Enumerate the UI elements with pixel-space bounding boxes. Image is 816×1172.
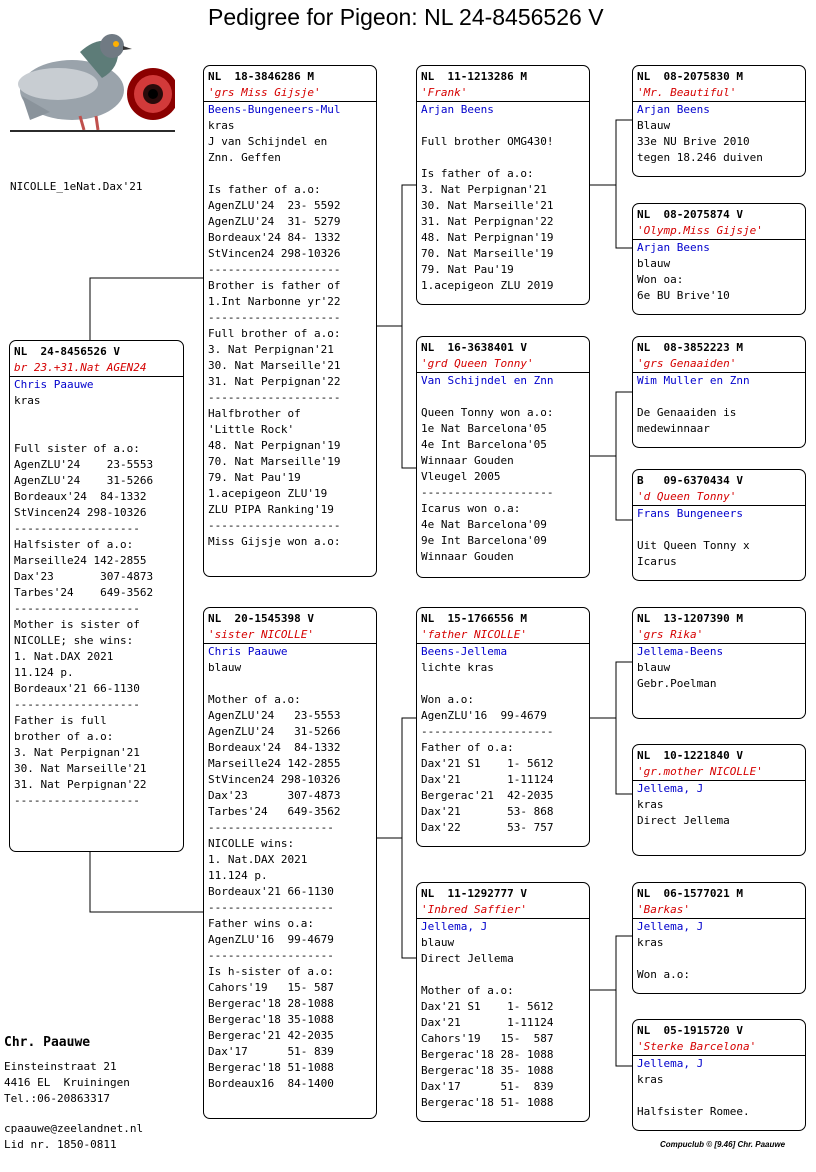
card-text-line: 33e NU Brive 2010	[637, 135, 750, 148]
card-text-line: Bordeaux'21 66-1130	[208, 885, 334, 898]
card-text-line: Dax'22 53- 757	[421, 821, 554, 834]
ring-number: NL 10-1221840 V	[637, 749, 743, 762]
card-text-line: 31. Nat Perpignan'22	[421, 215, 554, 228]
ring-number: NL 16-3638401 V	[421, 341, 527, 354]
card-text-line: AgenZLU'24 31- 5279	[208, 215, 341, 228]
nickname: 'Olymp.Miss Gijsje'	[637, 224, 763, 237]
card-text-line: -------------------	[14, 698, 140, 711]
card-text-line: AgenZLU'24 23-5553	[208, 709, 341, 722]
card-text-line: Bergerac'18 51-1088	[208, 1061, 334, 1074]
card-text-line: Miss Gijsje won a.o:	[208, 535, 341, 548]
ring-number: NL 13-1207390 M	[637, 612, 743, 625]
card-text-line: blauw	[637, 257, 671, 270]
great-grandparent-card-mmm[interactable]	[632, 1019, 806, 1131]
card-text-line: Dax'23 307-4873	[208, 789, 341, 802]
great-grandparent-card-fff[interactable]	[632, 65, 806, 177]
card-text-line: Bordeaux'24 84-1332	[14, 490, 147, 503]
card-text-line: Full sister of a.o:	[14, 442, 140, 455]
card-text-line: Winnaar Gouden	[421, 454, 514, 467]
card-text-line: Bergerac'21 42-2035	[421, 789, 554, 802]
card-text-line: Dax'21 1-11124	[421, 1016, 554, 1029]
card-text-line: Father wins o.a:	[208, 917, 314, 930]
card-text-line	[421, 676, 585, 692]
breeder-member-number: Lid nr. 1850-0811	[4, 1138, 117, 1151]
nickname: 'Mr. Beautiful'	[637, 86, 737, 99]
great-grandparent-card-mfm[interactable]	[632, 744, 806, 856]
breeder-email[interactable]: cpaauwe@zeelandnet.nl	[4, 1122, 144, 1135]
card-text-line: --------------------	[208, 519, 341, 532]
nickname: 'grs Genaaiden'	[637, 357, 737, 370]
card-text-line: Brother is father of	[208, 279, 341, 292]
card-text-line: 1.acepigeon ZLU 2019	[421, 279, 554, 292]
pigeon-file-name: NICOLLE_1eNat.Dax'21	[10, 180, 143, 193]
card-text-line: Icarus	[637, 555, 677, 568]
card-text-line	[208, 676, 372, 692]
ring-number: NL 08-2075874 V	[637, 208, 743, 221]
card-text-line: Gebr.Poelman	[637, 677, 717, 690]
ring-number: NL 18-3846286 M	[208, 70, 314, 83]
card-text-line: 48. Nat Perpignan'19	[208, 439, 341, 452]
card-text-line: --------------------	[421, 486, 554, 499]
nickname: 'd Queen Tonny'	[637, 490, 737, 503]
card-text-line: Dax'17 51- 839	[208, 1045, 334, 1058]
great-grandparent-card-fmf[interactable]	[632, 336, 806, 448]
card-text-line	[421, 389, 585, 405]
breeder-info	[4, 1035, 143, 1153]
card-text-line: 3. Nat Perpignan'21	[208, 343, 334, 356]
card-text-line: Bergerac'18 28- 1088	[421, 1048, 554, 1061]
ring-number: B 09-6370434 V	[637, 474, 743, 487]
great-grandparent-card-fmm[interactable]	[632, 469, 806, 581]
card-text-line: Queen Tonny won a.o:	[421, 406, 554, 419]
ring-number: NL 15-1766556 M	[421, 612, 527, 625]
maternal-grandfather-card[interactable]	[416, 607, 590, 847]
card-text-line: J van Schijndel en	[208, 135, 328, 148]
card-text-line: Icarus won o.a:	[421, 502, 521, 515]
card-text-line	[637, 951, 801, 967]
owner-name: Chris Paauwe	[14, 378, 94, 391]
card-text-line: Marseille24 142-2855	[14, 554, 147, 567]
owner-name: Frans Bungeneers	[637, 507, 743, 520]
owner-name: Beens-Bungeneers-Mul	[208, 103, 341, 116]
breeder-name: Chr. Paauwe	[4, 1035, 91, 1050]
card-text-line: blauw	[637, 661, 671, 674]
card-text-line: Bergerac'18 51- 1088	[421, 1096, 554, 1109]
card-text-line: --------------------	[208, 311, 341, 324]
ring-number: NL 08-2075830 M	[637, 70, 743, 83]
card-text-line: --------------------	[421, 725, 554, 738]
ring-number: NL 11-1213286 M	[421, 70, 527, 83]
card-text-line: ZLU PIPA Ranking'19	[208, 503, 334, 516]
card-text-line: Won oa:	[637, 273, 684, 286]
card-text-line: -------------------	[14, 794, 140, 807]
owner-name: Jellema, J	[637, 1057, 704, 1070]
card-text-line: Full brother of a.o:	[208, 327, 341, 340]
mother-card[interactable]	[203, 607, 377, 1119]
card-text-line: Cahors'19 15- 587	[208, 981, 334, 994]
card-text-line: Tarbes'24 649-3562	[14, 586, 154, 599]
card-text-line: AgenZLU'24 23- 5592	[208, 199, 341, 212]
card-text-line: 70. Nat Marseille'19	[421, 247, 554, 260]
card-text-line: Vleugel 2005	[421, 470, 501, 483]
nickname: br 23.+31.Nat AGEN24	[14, 361, 147, 374]
card-text-line	[637, 522, 801, 538]
nickname: 'gr.mother NICOLLE'	[637, 765, 763, 778]
card-text-line	[421, 118, 585, 134]
card-text-line: -------------------	[14, 522, 140, 535]
card-text-line: StVincen24 298-10326	[14, 506, 147, 519]
ring-number: NL 24-8456526 V	[14, 345, 120, 358]
card-text-line: NICOLLE; she wins:	[14, 634, 134, 647]
owner-name: Arjan Beens	[637, 103, 710, 116]
nickname: 'Barkas'	[637, 903, 690, 916]
card-text-line: Bordeaux'24 84- 1332	[208, 231, 341, 244]
card-text-line: -------------------	[14, 602, 140, 615]
card-text-line: Dax'21 S1 1- 5612	[421, 1000, 554, 1013]
card-text-line: tegen 18.246 duiven	[637, 151, 763, 164]
nickname: 'grd Queen Tonny'	[421, 357, 534, 370]
nickname: 'father NICOLLE'	[421, 628, 527, 641]
card-text-line: 1. Nat.DAX 2021	[14, 650, 114, 663]
owner-name: Beens-Jellema	[421, 645, 508, 658]
owner-name: Wim Muller en Znn	[637, 374, 750, 387]
card-text-line: AgenZLU'16 99-4679	[208, 933, 334, 946]
nickname: 'Inbred Saffier'	[421, 903, 527, 916]
card-text-line: Is h-sister of a.o:	[208, 965, 334, 978]
card-text-line: Bordeaux'24 84-1332	[208, 741, 341, 754]
card-text-line: Bordeaux16 84-1400	[208, 1077, 334, 1090]
card-text-line: StVincen24 298-10326	[208, 773, 341, 786]
card-text-line	[421, 967, 585, 983]
card-text-line: 11.124 p.	[208, 869, 268, 882]
nickname: 'grs Miss Gijsje'	[208, 86, 321, 99]
card-text-line: 30. Nat Marseille'21	[208, 359, 341, 372]
ring-number: NL 06-1577021 M	[637, 887, 743, 900]
card-text-line: Dax'21 1-11124	[421, 773, 554, 786]
maternal-grandmother-card[interactable]	[416, 882, 590, 1122]
card-text-line: Uit Queen Tonny x	[637, 539, 750, 552]
card-text-line: 3. Nat Perpignan'21	[14, 746, 140, 759]
ring-number: NL 05-1915720 V	[637, 1024, 743, 1037]
card-text-line: Mother of a.o:	[421, 984, 514, 997]
great-grandparent-card-mff[interactable]	[632, 607, 806, 719]
card-text-line: Bordeaux'21 66-1130	[14, 682, 140, 695]
ring-number: NL 11-1292777 V	[421, 887, 527, 900]
card-text-line: kras	[637, 798, 664, 811]
card-text-line: 48. Nat Perpignan'19	[421, 231, 554, 244]
card-text-line: AgenZLU'16 99-4679	[421, 709, 547, 722]
breeder-address: Einsteinstraat 21	[4, 1060, 117, 1073]
card-text-line: blauw	[208, 661, 242, 674]
paternal-grandmother-card[interactable]	[416, 336, 590, 578]
owner-name: Jellema, J	[421, 920, 488, 933]
card-text-line: Winnaar Gouden	[421, 550, 514, 563]
card-text-line: Cahors'19 15- 587	[421, 1032, 554, 1045]
card-text-line: Tarbes'24 649-3562	[208, 805, 341, 818]
card-text-line: Znn. Geffen	[208, 151, 281, 164]
card-text-line: Mother is sister of	[14, 618, 140, 631]
card-text-line: 1. Nat.DAX 2021	[208, 853, 308, 866]
owner-name: Chris Paauwe	[208, 645, 288, 658]
card-text-line: 'Little Rock'	[208, 423, 295, 436]
card-text-line: Won a.o:	[421, 693, 474, 706]
card-text-line: Halfsister Romee.	[637, 1105, 750, 1118]
card-text-line: 6e BU Brive'10	[637, 289, 730, 302]
owner-name: Jellema, J	[637, 920, 704, 933]
card-text-line: Bergerac'18 28-1088	[208, 997, 334, 1010]
card-text-line: 9e Int Barcelona'09	[421, 534, 547, 547]
ring-number: NL 20-1545398 V	[208, 612, 314, 625]
card-text-line: medewinnaar	[637, 422, 710, 435]
card-text-line: Dax'21 S1 1- 5612	[421, 757, 554, 770]
card-text-line: Won a.o:	[637, 968, 690, 981]
great-grandparent-card-mmf[interactable]	[632, 882, 806, 994]
card-text-line: AgenZLU'24 23-5553	[14, 458, 154, 471]
card-text-line: Halfsister of a.o:	[14, 538, 134, 551]
nickname: 'Sterke Barcelona'	[637, 1040, 757, 1053]
card-text-line: AgenZLU'24 31-5266	[14, 474, 154, 487]
card-text-line	[637, 1088, 801, 1104]
card-text-line: Marseille24 142-2855	[208, 757, 341, 770]
card-text-line	[637, 389, 801, 405]
card-text-line: --------------------	[208, 391, 341, 404]
card-text-line: Halfbrother of	[208, 407, 301, 420]
page-title: Pedigree for Pigeon: NL 24-8456526 V	[208, 4, 604, 30]
card-text-line	[14, 425, 179, 441]
card-text-line: 31. Nat Perpignan'22	[14, 778, 147, 791]
card-text-line: Full brother OMG430!	[421, 135, 554, 148]
card-text-line: 4e Int Barcelona'05	[421, 438, 547, 451]
card-text-line: -------------------	[208, 901, 334, 914]
card-text-line: 4e Nat Barcelona'09	[421, 518, 547, 531]
owner-name: Van Schijndel en Znn	[421, 374, 554, 387]
card-text-line: AgenZLU'24 31-5266	[208, 725, 341, 738]
card-text-line	[208, 166, 372, 182]
father-card[interactable]	[203, 65, 377, 577]
card-text-line: 3. Nat Perpignan'21	[421, 183, 547, 196]
card-text-line: 1e Nat Barcelona'05	[421, 422, 547, 435]
great-grandparent-card-ffm[interactable]	[632, 203, 806, 315]
owner-name: Jellema-Beens	[637, 645, 724, 658]
card-text-line: 70. Nat Marseille'19	[208, 455, 341, 468]
card-text-line: -------------------	[208, 821, 334, 834]
paternal-grandfather-card[interactable]	[416, 65, 590, 305]
card-text-line: kras	[637, 936, 664, 949]
card-text-line: Father of o.a:	[421, 741, 514, 754]
card-text-line: Direct Jellema	[421, 952, 514, 965]
card-text-line: 1.acepigeon ZLU'19	[208, 487, 328, 500]
nickname: 'sister NICOLLE'	[208, 628, 314, 641]
card-text-line: StVincen24 298-10326	[208, 247, 341, 260]
card-text-line: Bergerac'21 42-2035	[208, 1029, 334, 1042]
card-text-line: --------------------	[208, 263, 341, 276]
ring-number: NL 08-3852223 M	[637, 341, 743, 354]
card-text-line: Blauw	[637, 119, 671, 132]
breeder-phone: Tel.:06-20863317	[4, 1092, 110, 1105]
card-text-line: Bergerac'18 35- 1088	[421, 1064, 554, 1077]
card-text-line: Dax'21 53- 868	[421, 805, 554, 818]
card-text-line: kras	[208, 119, 235, 132]
card-text-line: blauw	[421, 936, 455, 949]
card-text-line: Direct Jellema	[637, 814, 730, 827]
breeder-city: 4416 EL Kruiningen	[4, 1076, 130, 1089]
card-text-line: 79. Nat Pau'19	[421, 263, 514, 276]
card-text-line: brother of a.o:	[14, 730, 114, 743]
owner-name: Arjan Beens	[421, 103, 494, 116]
card-text-line: Bergerac'18 35-1088	[208, 1013, 334, 1026]
card-text-line: 1.Int Narbonne yr'22	[208, 295, 341, 308]
card-text-line: De Genaaiden is	[637, 406, 737, 419]
card-text-line: Dax'17 51- 839	[421, 1080, 554, 1093]
owner-name: Arjan Beens	[637, 241, 710, 254]
card-text-line: NICOLLE wins:	[208, 837, 295, 850]
card-text-line: 11.124 p.	[14, 666, 74, 679]
card-text-line: Father is full	[14, 714, 107, 727]
card-text-line: Mother of a.o:	[208, 693, 301, 706]
card-text-line: 30. Nat Marseille'21	[14, 762, 147, 775]
card-text-line: Is father of a.o:	[421, 167, 534, 180]
card-text-line	[421, 150, 585, 166]
card-text-line: 30. Nat Marseille'21	[421, 199, 554, 212]
card-text-line: kras	[14, 394, 41, 407]
owner-name: Jellema, J	[637, 782, 704, 795]
nickname: 'Frank'	[421, 86, 468, 99]
card-text-line: kras	[637, 1073, 664, 1086]
card-text-line: -------------------	[208, 949, 334, 962]
nickname: 'grs Rika'	[637, 628, 704, 641]
card-text-line: lichte kras	[421, 661, 494, 674]
card-text-line: Is father of a.o:	[208, 183, 321, 196]
subject-pigeon-card[interactable]	[9, 340, 184, 852]
card-text-line	[14, 409, 179, 425]
card-text-line: 79. Nat Pau'19	[208, 471, 301, 484]
software-credit: Compuclub © [9.46] Chr. Paauwe	[660, 1140, 786, 1149]
card-text-line: Dax'23 307-4873	[14, 570, 154, 583]
card-text-line: 31. Nat Perpignan'22	[208, 375, 341, 388]
